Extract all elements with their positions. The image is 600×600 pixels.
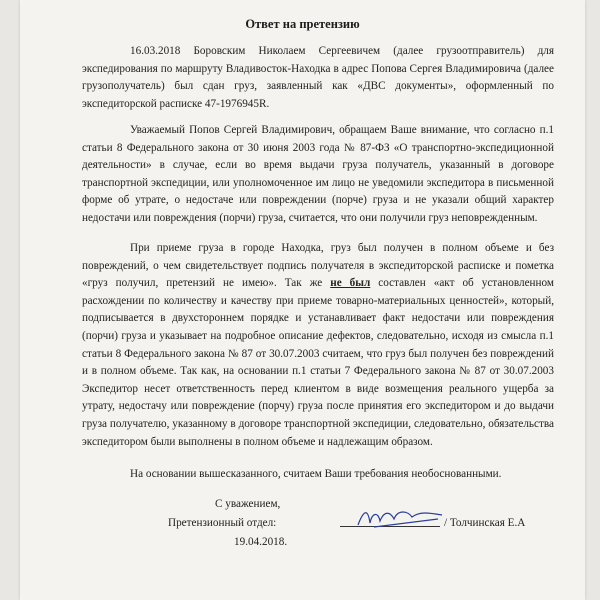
paragraph-conclusion (82, 466, 554, 484)
signer-name: / Толчинская Е.А (444, 517, 526, 529)
letter-title: Ответ на претензию (245, 17, 360, 31)
paragraph-conclusion-text: На основании вышесказанного, считаем Ваши требования необоснованными. (130, 468, 502, 480)
paragraph-law-notice (82, 122, 554, 228)
signature-date: 19.04.2018. (234, 536, 288, 548)
department-label: Претензионный отдел: (168, 517, 277, 529)
paragraph-delivery-text-a: При приеме груза в городе Находка, груз был получен в полном объеме и без повреждений, о чем свидетельствует подпись получателя в экспедиторской расписке и пометка «груз получил, претензий не имею». Так же (82, 242, 554, 290)
closing-regards: С уважением, (215, 498, 281, 510)
letter-sheet (20, 0, 585, 600)
underlined-emphasis: не был (330, 277, 371, 290)
paragraph-law-notice-text: Уважаемый Попов Сергей Владимирович, обращаем Ваше внимание, что согласно п.1 статьи 8 Федерального закона от 30 июня 2003 года № 87-ФЗ «О транспортно-экспедиционной деятельности» в случае, если во время выдачи груза получатель, указанный в договоре транспортной экспедиции, или уполномоченное им лицо не уведомили экспедитора в письменной форме об утрате, о недостаче или повреждении (порче) груза и не указали общий характер недостачи или повреждения (порчи) груза, считается, что они получили груз неповрежденным. (82, 124, 554, 224)
paragraph-delivery-text-c: составлен «акт об установленном расхождении по количеству и качеству при приеме товарно-материальных ценностей», который, подписывается в двухстороннем порядке и устанавливает факт недостачи или повреждения (порчи) груза и указывает на подробное описание дефектов, следовательно, исходя из смысла п.1 статьи 8 Федерального закона № 87 от 30.07.2003 считаем, что груз был получен без повреждений и в полном объеме. Так как, на основании п.1 статьи 7 Федерального закона № 87 от 30.07.2003 Экспедитор несет ответственность перед клиентом в виде возмещения реального ущерба за утрату, недостачу или повреждение (порчу) груза после принятия его экспедитором и до выдачи груза получателю, указанному в договоре транспортной экспедиции, следовательно, обязательства экспедитором были выполнены в полном объеме и надлежащим образом. (82, 277, 554, 448)
paragraph-delivery (82, 240, 554, 451)
handwritten-signature (350, 505, 450, 533)
paragraph-shipment (82, 43, 554, 113)
paragraph-shipment-text: 16.03.2018 Боровским Николаем Сергеевичем (далее грузоотправитель) для экспедирования по маршруту Владивосток-Находка в адрес Попова Сергея Владимировича (далее грузополучатель) был сдан груз, заявленный как «ДВС документы», оформленный по экспедиторской расписке 47-1976945R. (82, 45, 554, 110)
